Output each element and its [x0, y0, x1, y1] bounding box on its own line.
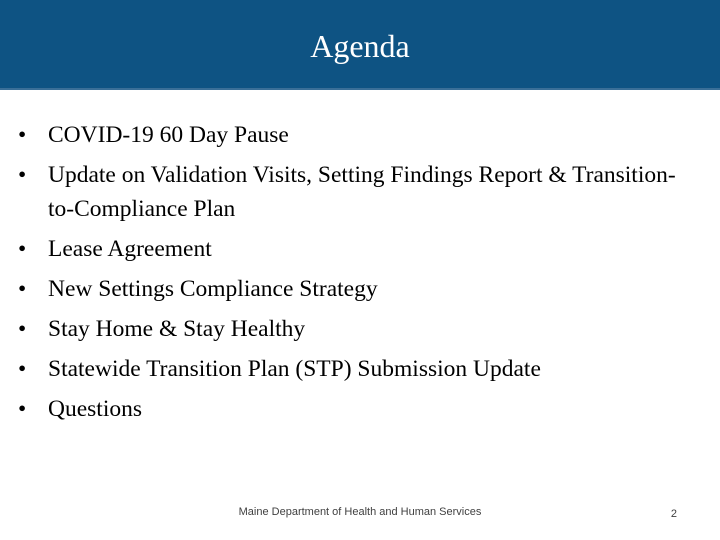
- agenda-list: [18, 118, 698, 432]
- page-number: 2: [670, 508, 677, 520]
- slide-footer: Maine Department of Health and Human Services: [238, 506, 482, 518]
- bullet-icon: •: [18, 236, 27, 262]
- bullet-icon: •: [18, 162, 27, 188]
- agenda-item-text: Statewide Transition Plan (STP) Submission Update: [48, 356, 541, 382]
- title-bar: [0, 0, 720, 90]
- bullet-icon: •: [18, 276, 27, 302]
- bullet-icon: •: [18, 122, 27, 148]
- slide-title: Agenda: [310, 28, 410, 64]
- agenda-item-text: Stay Home & Stay Healthy: [48, 316, 306, 342]
- agenda-item: [18, 118, 698, 152]
- agenda-item: [18, 392, 698, 426]
- bullet-icon: •: [18, 316, 27, 342]
- agenda-item: [18, 272, 698, 306]
- agenda-item-text: Update on Validation Visits, Setting Findings Report & Transition-to-Compliance Plan: [48, 162, 676, 222]
- agenda-item-text: Questions: [48, 396, 142, 422]
- bullet-icon: •: [18, 356, 27, 382]
- agenda-item: [18, 312, 698, 346]
- agenda-item-text: New Settings Compliance Strategy: [48, 276, 378, 302]
- agenda-item-text: Lease Agreement: [48, 236, 212, 262]
- agenda-item: [18, 232, 698, 266]
- agenda-item: [18, 158, 698, 226]
- agenda-item-text: COVID-19 60 Day Pause: [48, 122, 289, 148]
- bullet-icon: •: [18, 396, 27, 422]
- agenda-item: [18, 352, 698, 386]
